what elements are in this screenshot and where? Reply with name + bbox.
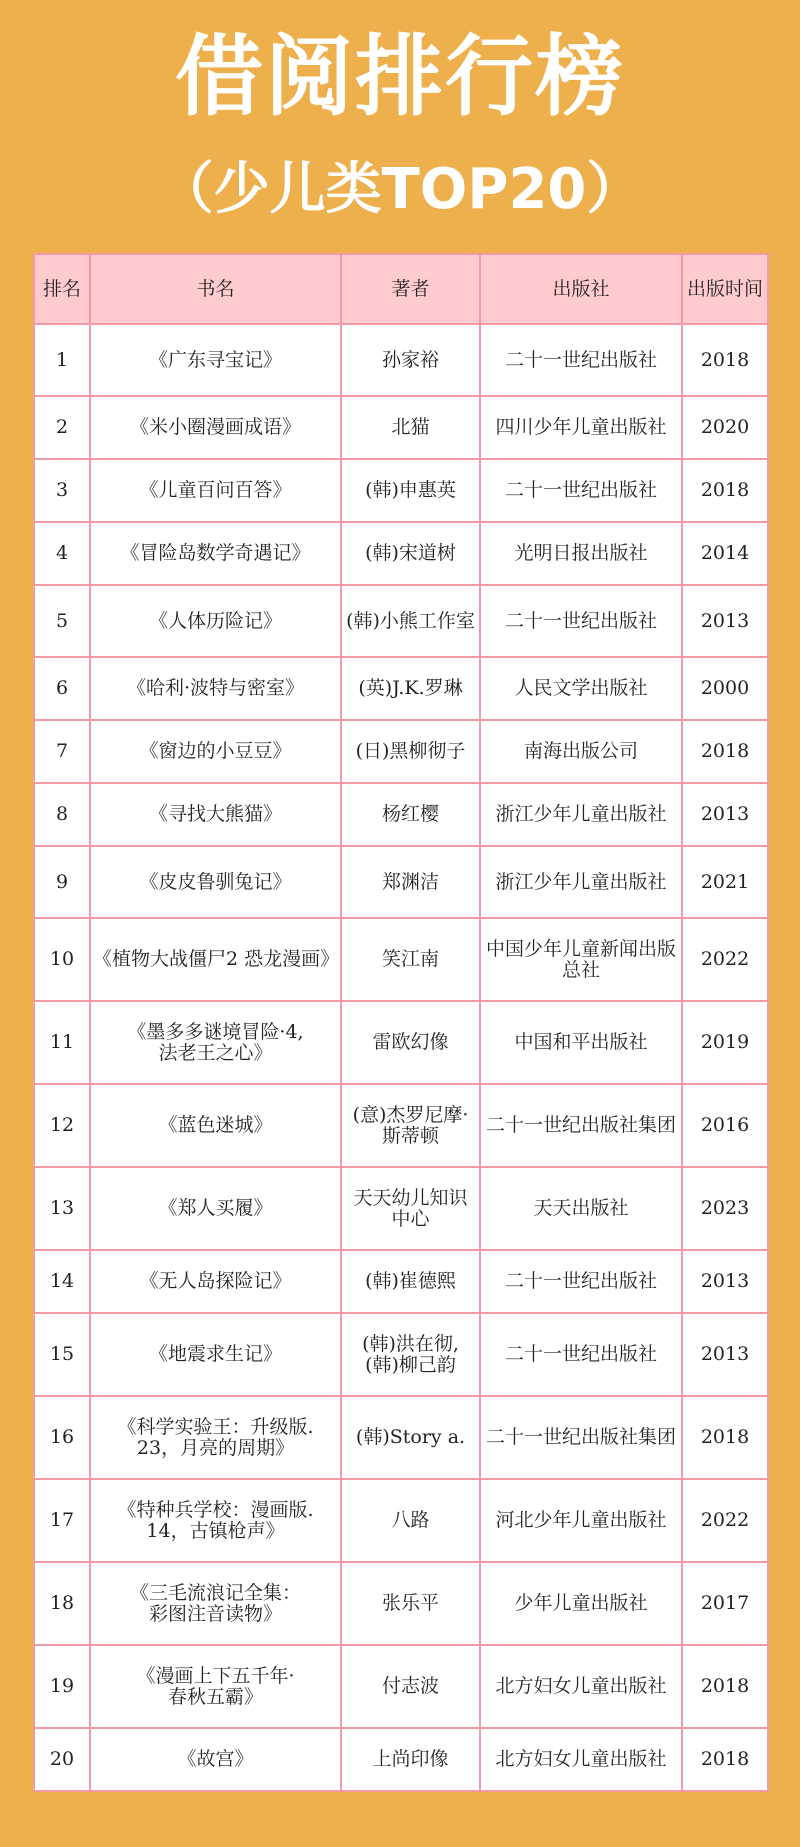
- ranking-table: [33, 253, 769, 1792]
- author-text: (意)杰罗尼摩·: [352, 1103, 469, 1126]
- book-title-cell: [90, 324, 341, 396]
- publisher-cell: [480, 1084, 682, 1167]
- author-text: (韩)申惠英: [365, 479, 456, 501]
- publisher-cell: [480, 396, 682, 459]
- table-row: [34, 720, 768, 783]
- author-cell: [341, 1313, 480, 1396]
- column-header-rank: 排名: [34, 254, 90, 324]
- book-title-text: 《蓝色迷城》: [158, 1114, 273, 1136]
- publisher-text: 二十一世纪出版社集团: [485, 1426, 676, 1448]
- author-text: (韩)宋道树: [365, 542, 456, 564]
- rank-cell: 14: [34, 1250, 90, 1313]
- table-row: [34, 585, 768, 657]
- column-header-publisher: 出版社: [480, 254, 682, 324]
- publisher-cell: [480, 1250, 682, 1313]
- table-row: [34, 1313, 768, 1396]
- book-title-text: 《地震求生记》: [148, 1343, 282, 1365]
- author-text: 中心: [391, 1207, 430, 1230]
- publisher-text: 二十一世纪出版社集团: [485, 1114, 676, 1136]
- book-title-cell: [90, 459, 341, 522]
- rank-cell: 17: [34, 1479, 90, 1562]
- table-row: [34, 1001, 768, 1084]
- book-title-cell: [90, 1645, 341, 1728]
- book-title-text: 《哈利·波特与密室》: [126, 677, 305, 699]
- page-title: 借阅排行榜: [174, 25, 625, 128]
- table-row: [34, 1084, 768, 1167]
- table-row: [34, 846, 768, 918]
- author-cell: [341, 846, 480, 918]
- publisher-text: 四川少年儿童出版社: [495, 416, 667, 438]
- column-header-author: 著者: [341, 254, 480, 324]
- book-title-text: 《漫画上下五千年·: [136, 1664, 295, 1687]
- rank-cell: 4: [34, 522, 90, 585]
- publisher-cell: [480, 324, 682, 396]
- author-text: 斯蒂顿: [381, 1124, 439, 1147]
- book-title-cell: [90, 1001, 341, 1084]
- book-title-text: 法老王之心》: [158, 1041, 273, 1064]
- author-cell: [341, 1479, 480, 1562]
- rank-cell: 15: [34, 1313, 90, 1396]
- publisher-text: 天天出版社: [533, 1197, 629, 1219]
- table-row: [34, 1728, 768, 1791]
- author-cell: [341, 1396, 480, 1479]
- table-body: [34, 324, 768, 1791]
- book-title-cell: [90, 1396, 341, 1479]
- author-text: 张乐平: [381, 1592, 439, 1614]
- book-title-cell: [90, 1728, 341, 1791]
- book-title-cell: [90, 1479, 341, 1562]
- column-header-year: 出版时间: [682, 254, 768, 324]
- publisher-text: 二十一世纪出版社: [504, 479, 657, 501]
- author-cell: [341, 720, 480, 783]
- book-title-text: 《特种兵学校：漫画版.: [117, 1498, 314, 1521]
- publisher-text: 少年儿童出版社: [514, 1592, 648, 1614]
- publisher-text: 二十一世纪出版社: [504, 348, 657, 371]
- rank-cell: 2: [34, 396, 90, 459]
- publisher-text: 光明日报出版社: [514, 542, 648, 564]
- table-row: [34, 459, 768, 522]
- author-text: 雷欧幻像: [372, 1031, 449, 1053]
- book-title-text: 《广东寻宝记》: [148, 348, 282, 371]
- author-cell: [341, 396, 480, 459]
- author-text: 笑江南: [381, 948, 439, 970]
- year-cell: 2013: [682, 1250, 768, 1313]
- year-cell: 2017: [682, 1562, 768, 1645]
- book-title-cell: [90, 657, 341, 720]
- publisher-cell: [480, 585, 682, 657]
- book-title-text: 春秋五霸》: [167, 1685, 263, 1708]
- rank-cell: 11: [34, 1001, 90, 1084]
- page-subtitle: （少儿类TOP20）: [157, 157, 643, 222]
- book-title-text: 《科学实验王：升级版.: [117, 1415, 314, 1438]
- publisher-text: 南海出版公司: [523, 740, 638, 762]
- year-cell: 2014: [682, 522, 768, 585]
- publisher-text: 浙江少年儿童出版社: [495, 803, 667, 825]
- publisher-text: 二十一世纪出版社: [504, 1270, 657, 1292]
- year-cell: 2018: [682, 459, 768, 522]
- year-cell: 2018: [682, 1728, 768, 1791]
- author-text: 孙家裕: [381, 348, 439, 371]
- author-cell: [341, 1728, 480, 1791]
- author-cell: [341, 1167, 480, 1250]
- publisher-text: 总社: [561, 958, 600, 981]
- publisher-cell: [480, 1167, 682, 1250]
- book-title-text: 《故宫》: [177, 1748, 254, 1770]
- publisher-cell: [480, 1396, 682, 1479]
- publisher-text: 人民文学出版社: [514, 677, 648, 699]
- publisher-text: 二十一世纪出版社: [504, 1343, 657, 1365]
- book-title-cell: [90, 918, 341, 1001]
- author-cell: [341, 585, 480, 657]
- author-cell: [341, 657, 480, 720]
- author-cell: [341, 1084, 480, 1167]
- rank-cell: 16: [34, 1396, 90, 1479]
- table-row: [34, 1645, 768, 1728]
- book-title-cell: [90, 1313, 341, 1396]
- author-cell: [341, 918, 480, 1001]
- year-cell: 2020: [682, 396, 768, 459]
- book-title-cell: [90, 1084, 341, 1167]
- publisher-text: 中国少年儿童新闻出版: [485, 937, 676, 960]
- book-title-cell: [90, 846, 341, 918]
- book-title-text: 《冒险岛数学奇遇记》: [120, 542, 311, 564]
- publisher-cell: [480, 720, 682, 783]
- publisher-cell: [480, 1001, 682, 1084]
- year-cell: 2018: [682, 1396, 768, 1479]
- rank-cell: 7: [34, 720, 90, 783]
- book-title-cell: [90, 720, 341, 783]
- book-title-text: 《郑人买履》: [158, 1197, 273, 1219]
- table-row: [34, 1562, 768, 1645]
- author-cell: [341, 1645, 480, 1728]
- year-cell: 2023: [682, 1167, 768, 1250]
- publisher-cell: [480, 1562, 682, 1645]
- year-cell: 2013: [682, 585, 768, 657]
- rank-cell: 8: [34, 783, 90, 846]
- year-cell: 2022: [682, 918, 768, 1001]
- publisher-text: 浙江少年儿童出版社: [495, 870, 667, 893]
- book-title-text: 《无人岛探险记》: [139, 1270, 292, 1292]
- publisher-text: 河北少年儿童出版社: [495, 1509, 667, 1531]
- rank-cell: 19: [34, 1645, 90, 1728]
- publisher-text: 二十一世纪出版社: [504, 609, 657, 632]
- publisher-cell: [480, 783, 682, 846]
- book-title-text: 14，古镇枪声》: [146, 1519, 285, 1542]
- year-cell: 2018: [682, 324, 768, 396]
- table-row: [34, 324, 768, 396]
- book-title-cell: [90, 396, 341, 459]
- book-title-text: 《墨多多谜境冒险·4,: [127, 1020, 304, 1043]
- author-cell: [341, 459, 480, 522]
- table-row: [34, 396, 768, 459]
- author-text: (韩)柳己韵: [365, 1353, 456, 1376]
- table-row: [34, 1250, 768, 1313]
- year-cell: 2022: [682, 1479, 768, 1562]
- book-title-cell: [90, 1167, 341, 1250]
- publisher-cell: [480, 459, 682, 522]
- table-row: [34, 1479, 768, 1562]
- author-cell: [341, 1562, 480, 1645]
- year-cell: 2018: [682, 1645, 768, 1728]
- author-text: 上尚印像: [372, 1748, 449, 1770]
- column-header-title: 书名: [90, 254, 341, 324]
- table-row: [34, 522, 768, 585]
- author-cell: [341, 324, 480, 396]
- rank-cell: 5: [34, 585, 90, 657]
- author-text: 八路: [391, 1509, 430, 1531]
- author-text: 北猫: [391, 416, 430, 438]
- table-row: [34, 657, 768, 720]
- publisher-cell: [480, 657, 682, 720]
- rank-cell: 13: [34, 1167, 90, 1250]
- book-title-text: 《植物大战僵尸2 恐龙漫画》: [93, 948, 340, 970]
- year-cell: 2000: [682, 657, 768, 720]
- author-text: (韩)Story a.: [355, 1426, 466, 1448]
- book-title-text: 《皮皮鲁驯兔记》: [139, 870, 292, 893]
- author-text: 郑渊洁: [381, 870, 439, 893]
- author-text: 天天幼儿知识: [353, 1186, 468, 1209]
- author-cell: [341, 1001, 480, 1084]
- author-text: (英)J.K.罗琳: [358, 677, 463, 699]
- author-cell: [341, 783, 480, 846]
- book-title-text: 23，月亮的周期》: [136, 1436, 295, 1459]
- book-title-cell: [90, 783, 341, 846]
- year-cell: 2018: [682, 720, 768, 783]
- publisher-cell: [480, 846, 682, 918]
- publisher-text: 北方妇女儿童出版社: [495, 1675, 667, 1697]
- table-header-row: [34, 254, 768, 324]
- author-text: (日)黑柳彻子: [355, 740, 466, 762]
- author-text: 付志波: [381, 1675, 439, 1697]
- rank-cell: 10: [34, 918, 90, 1001]
- rank-cell: 1: [34, 324, 90, 396]
- author-cell: [341, 1250, 480, 1313]
- table-row: [34, 1396, 768, 1479]
- publisher-cell: [480, 1728, 682, 1791]
- publisher-cell: [480, 1645, 682, 1728]
- author-text: (韩)小熊工作室: [346, 609, 475, 632]
- book-title-cell: [90, 1562, 341, 1645]
- year-cell: 2019: [682, 1001, 768, 1084]
- author-cell: [341, 522, 480, 585]
- publisher-text: 中国和平出版社: [514, 1031, 648, 1053]
- publisher-cell: [480, 1313, 682, 1396]
- book-title-text: 《三毛流浪记全集：: [129, 1581, 301, 1604]
- rank-cell: 12: [34, 1084, 90, 1167]
- table-row: [34, 1167, 768, 1250]
- publisher-cell: [480, 522, 682, 585]
- table-row: [34, 783, 768, 846]
- book-title-cell: [90, 522, 341, 585]
- rank-cell: 20: [34, 1728, 90, 1791]
- book-title-cell: [90, 1250, 341, 1313]
- book-title-text: 《米小圈漫画成语》: [129, 416, 301, 438]
- year-cell: 2013: [682, 783, 768, 846]
- table-row: [34, 918, 768, 1001]
- publisher-text: 北方妇女儿童出版社: [495, 1748, 667, 1770]
- book-title-text: 《窗边的小豆豆》: [139, 740, 292, 762]
- rank-cell: 18: [34, 1562, 90, 1645]
- author-text: (韩)崔德熙: [365, 1270, 456, 1292]
- year-cell: 2021: [682, 846, 768, 918]
- book-title-text: 彩图注音读物》: [148, 1602, 282, 1625]
- author-text: 杨红樱: [381, 803, 439, 825]
- publisher-cell: [480, 1479, 682, 1562]
- publisher-cell: [480, 918, 682, 1001]
- book-title-text: 《寻找大熊猫》: [148, 803, 282, 825]
- book-title-text: 《人体历险记》: [148, 609, 282, 632]
- rank-cell: 6: [34, 657, 90, 720]
- book-title-cell: [90, 585, 341, 657]
- rank-cell: 3: [34, 459, 90, 522]
- rank-cell: 9: [34, 846, 90, 918]
- author-text: (韩)洪在彻,: [362, 1332, 459, 1355]
- book-title-text: 《儿童百问百答》: [139, 479, 292, 501]
- year-cell: 2016: [682, 1084, 768, 1167]
- year-cell: 2013: [682, 1313, 768, 1396]
